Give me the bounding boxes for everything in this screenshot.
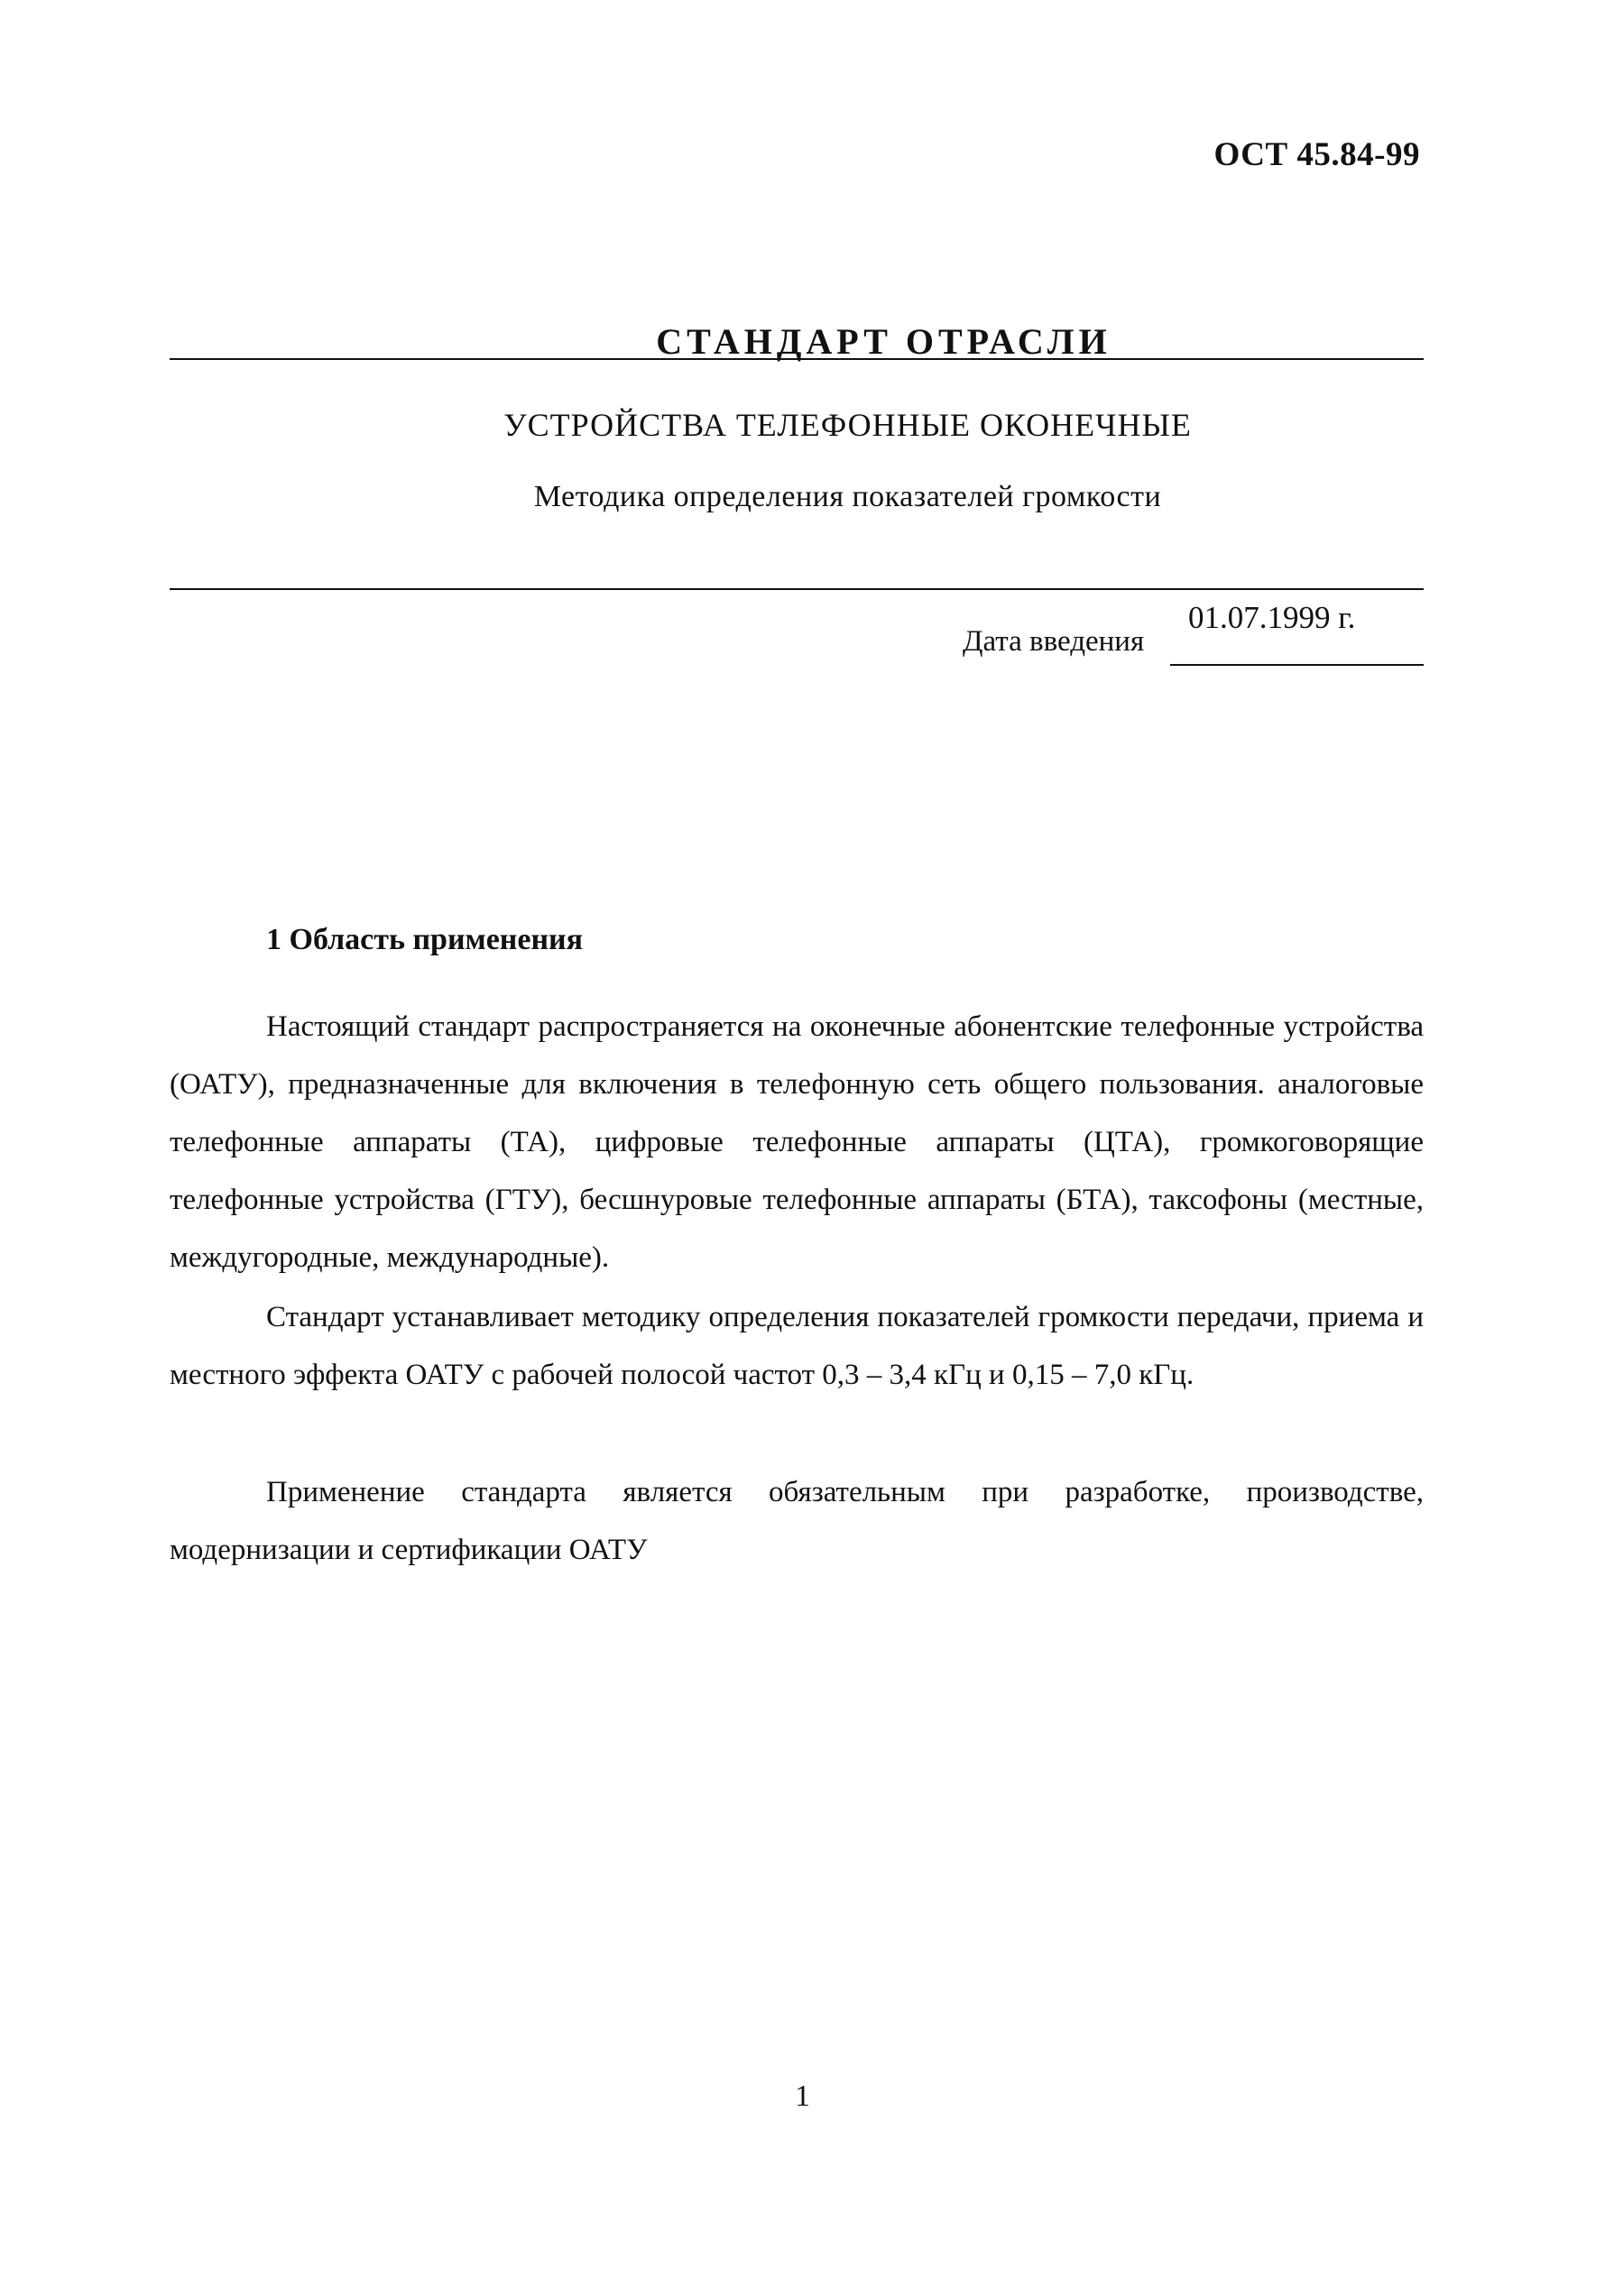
separator-rule xyxy=(170,588,1424,590)
introduction-date-underline xyxy=(1170,664,1424,666)
standard-subject xyxy=(0,406,1605,444)
standard-method xyxy=(0,480,1605,514)
standard-type-title xyxy=(0,320,1605,363)
introduction-date-label: Дата введения xyxy=(963,625,1145,658)
standard-subject-text: УСТРОЙСТВА ТЕЛЕФОННЫЕ ОКОНЕЧНЫЕ xyxy=(503,407,1192,443)
page-number: 1 xyxy=(795,2079,810,2113)
paragraph-method: Стандарт устанавливает методику определения показателей громкости передачи, приема и местного эффекта ОАТУ с рабочей полосой частот 0,3 – 3,4 кГц и 0,15 – 7,0 кГц. xyxy=(170,1301,1424,1391)
standard-method-text: Методика определения показателей громкости xyxy=(533,480,1162,513)
paragraph-application: Применение стандарта является обязательным при разработке, производстве, модернизации и сертификации ОАТУ xyxy=(170,1476,1424,1566)
introduction-date-value: 01.07.1999 г. xyxy=(1188,600,1356,635)
standard-type-text: СТАНДАРТ ОТРАСЛИ xyxy=(656,321,1112,362)
title-rule xyxy=(170,358,1424,360)
document-code: ОСТ 45.84-99 xyxy=(1213,136,1420,173)
paragraph-scope: Настоящий стандарт распространяется на оконечные абонентские телефонные устройства (ОАТУ), предназначенные для включения в телефонную сеть общего пользования. аналоговые телефонные аппараты (ТА), цифровые телефонные аппараты (ЦТА), громкоговорящие телефонные устройства (ГТУ), бесшнуровые телефонные аппараты (БТА), таксофоны (местные, междугородные, международные). xyxy=(170,1010,1424,1274)
section-heading: 1 Область применения xyxy=(266,923,584,956)
